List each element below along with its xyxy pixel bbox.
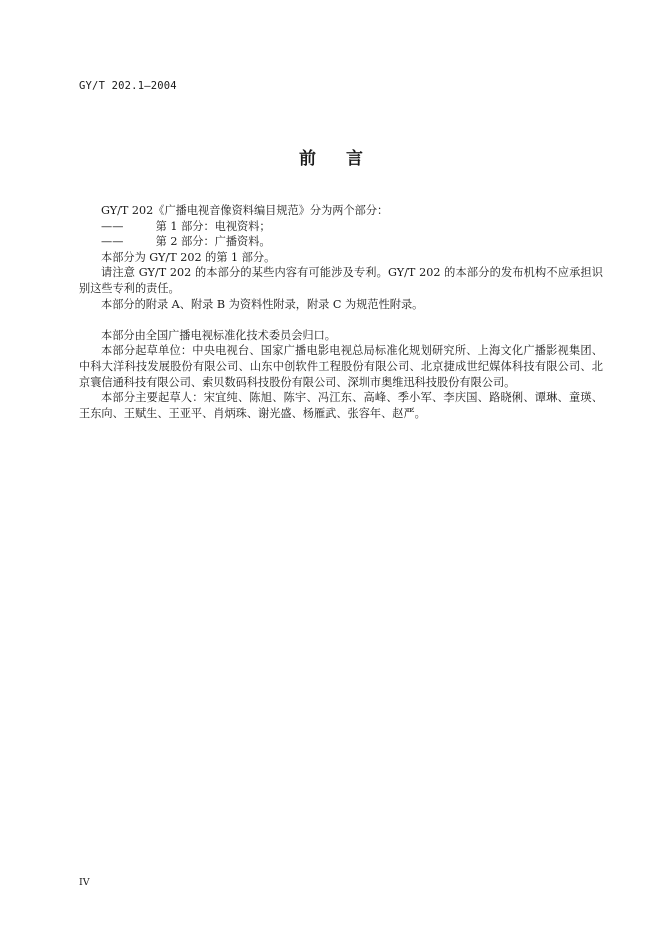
appendix-paragraph: 本部分的附录 A、附录 B 为资料性附录，附录 C 为规范性附录。 bbox=[101, 297, 424, 311]
part-item-text: 第 2 部分：广播资料。 bbox=[155, 235, 271, 249]
page-title bbox=[0, 144, 662, 169]
drafters-paragraph: 本部分主要起草人：宋宜纯、陈旭、陈宇、冯江东、高峰、季小军、李庆国、路晓俐、谭琳、童瑛、王东向、王赋生、王亚平、肖炳珠、谢光盛、杨雁武、张容年、赵严。 bbox=[79, 391, 603, 420]
part-item-1 bbox=[79, 219, 603, 235]
part-item-text: 第 1 部分：电视资料； bbox=[155, 219, 271, 233]
part-item-2 bbox=[79, 234, 603, 250]
dash-marker: —— bbox=[101, 235, 124, 249]
centralized-paragraph: 本部分由全国广播电视标准化技术委员会归口。 bbox=[101, 328, 336, 342]
title-char-1: 前 bbox=[299, 149, 316, 169]
dash-marker: —— bbox=[101, 219, 124, 233]
this-part-paragraph: 本部分为 GY/T 202 的第 1 部分。 bbox=[101, 250, 276, 264]
intro-paragraph: GY/T 202《广播电视音像资料编目规范》分为两个部分： bbox=[101, 204, 389, 217]
blank-line bbox=[79, 312, 603, 328]
title-char-2: 言 bbox=[346, 149, 363, 169]
page-number: IV bbox=[79, 877, 90, 888]
foreword-body bbox=[79, 203, 603, 421]
drafting-units-paragraph: 本部分起草单位：中央电视台、国家广播电影电视总局标准化规划研究所、上海文化广播影视集团、中科大洋科技发展股份有限公司、山东中创软件工程股份有限公司、北京捷成世纪媒体科技有限公司、北京寰信通科技有限公司、索贝数码科技股份有限公司、深圳市奥维迅科技股份有限公司。 bbox=[79, 344, 603, 389]
standard-code: GY/T 202.1—2004 bbox=[79, 80, 177, 92]
patent-notice-paragraph: 请注意 GY/T 202 的本部分的某些内容有可能涉及专利。GY/T 202 的本部分的发布机构不应承担识别这些专利的责任。 bbox=[79, 266, 603, 295]
